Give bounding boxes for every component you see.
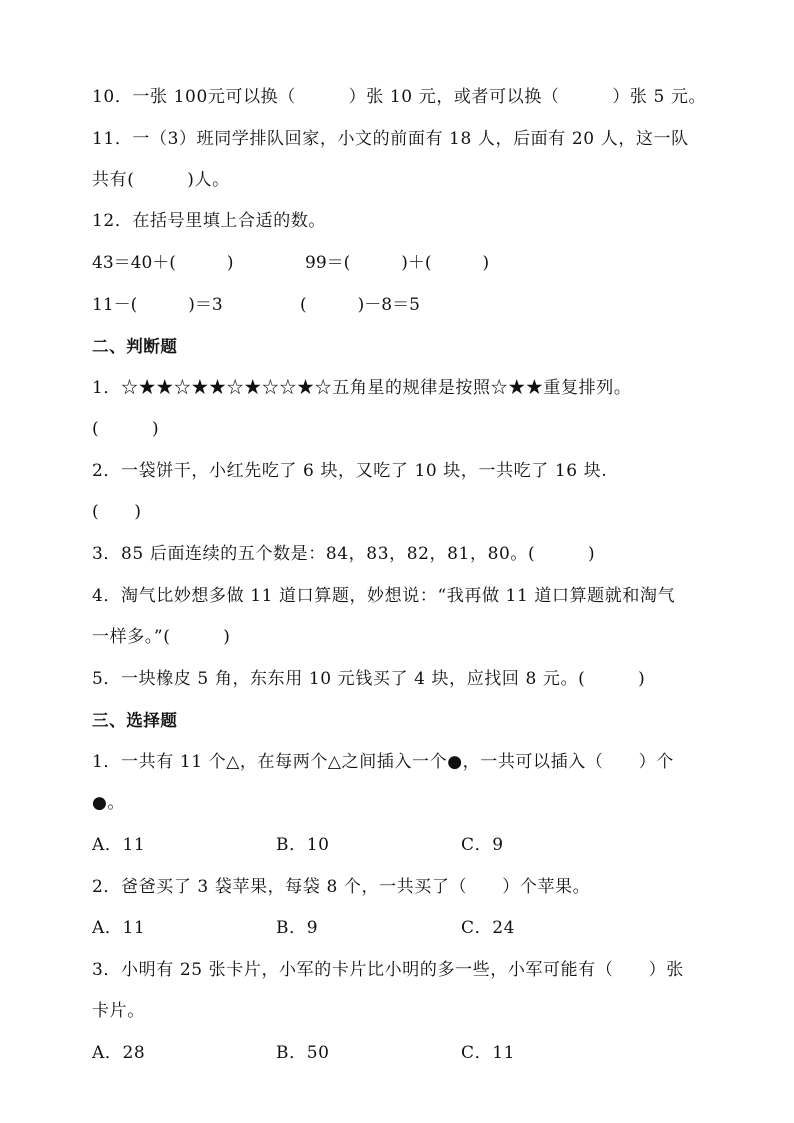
choice-question-2: 2．爸爸买了 3 袋苹果，每袋 8 个，一共买了（ ）个苹果。: [92, 877, 591, 897]
choice-question-1-line1: 1．一共有 11 个△，在每两个△之间插入一个●，一共可以插入（ ）个: [92, 752, 674, 772]
question-11-line1: 11．一（3）班同学排队回家，小文的前面有 18 人，后面有 20 人，这一队: [92, 129, 689, 149]
equation-2: 99＝( )＋( ): [305, 253, 490, 273]
choice-2-option-c: C．24: [461, 918, 516, 938]
equation-1: 43＝40＋( ): [92, 253, 234, 273]
equation-3: 11－( )＝3: [92, 295, 223, 315]
choice-question-1-line2: ●。: [92, 793, 126, 813]
choice-question-3-line1: 3．小明有 25 张卡片，小军的卡片比小明的多一些，小军可能有（ ）张: [92, 960, 684, 980]
judge-item-3: 3．85 后面连续的五个数是：84，83，82，81，80。( ): [92, 544, 596, 564]
judge-item-4-line1: 4．淘气比妙想多做 11 道口算题，妙想说：“我再做 11 道口算题就和淘气: [92, 586, 676, 606]
choice-3-option-a: A．28: [92, 1043, 146, 1063]
question-12: 12．在括号里填上合适的数。: [92, 211, 327, 231]
judge-item-2: 2．一袋饼干，小红先吃了 6 块，又吃了 10 块，一共吃了 16 块.: [92, 461, 608, 481]
section-title-choice: 三、选择题: [92, 711, 178, 730]
section-title-judgement: 二、判断题: [92, 337, 178, 356]
choice-2-option-b: B．9: [276, 918, 319, 938]
choice-1-option-c: C．9: [461, 835, 504, 855]
judge-item-1-answer: ( ): [92, 419, 160, 439]
judge-item-2-answer: ( ): [92, 502, 142, 522]
choice-1-option-a: A．11: [92, 835, 146, 855]
choice-question-3-line2: 卡片。: [92, 1001, 145, 1021]
choice-3-option-b: B．50: [276, 1043, 330, 1063]
choice-2-option-a: A．11: [92, 918, 146, 938]
choice-1-option-b: B．10: [276, 835, 330, 855]
question-11-line2: 共有( )人。: [92, 170, 230, 190]
judge-item-4-line2: 一样多。”( ): [92, 627, 231, 647]
judge-item-5: 5．一块橡皮 5 角，东东用 10 元钱买了 4 块，应找回 8 元。( ): [92, 669, 646, 689]
question-10: 10．一张 100元可以换（ ）张 10 元，或者可以换（ ）张 5 元。: [92, 87, 707, 107]
choice-3-option-c: C．11: [461, 1043, 516, 1063]
judge-item-1: 1．☆★★☆★★☆★☆☆★☆五角星的规律是按照☆★★重复排列。: [92, 378, 632, 398]
equation-4: ( )－8＝5: [300, 295, 420, 315]
